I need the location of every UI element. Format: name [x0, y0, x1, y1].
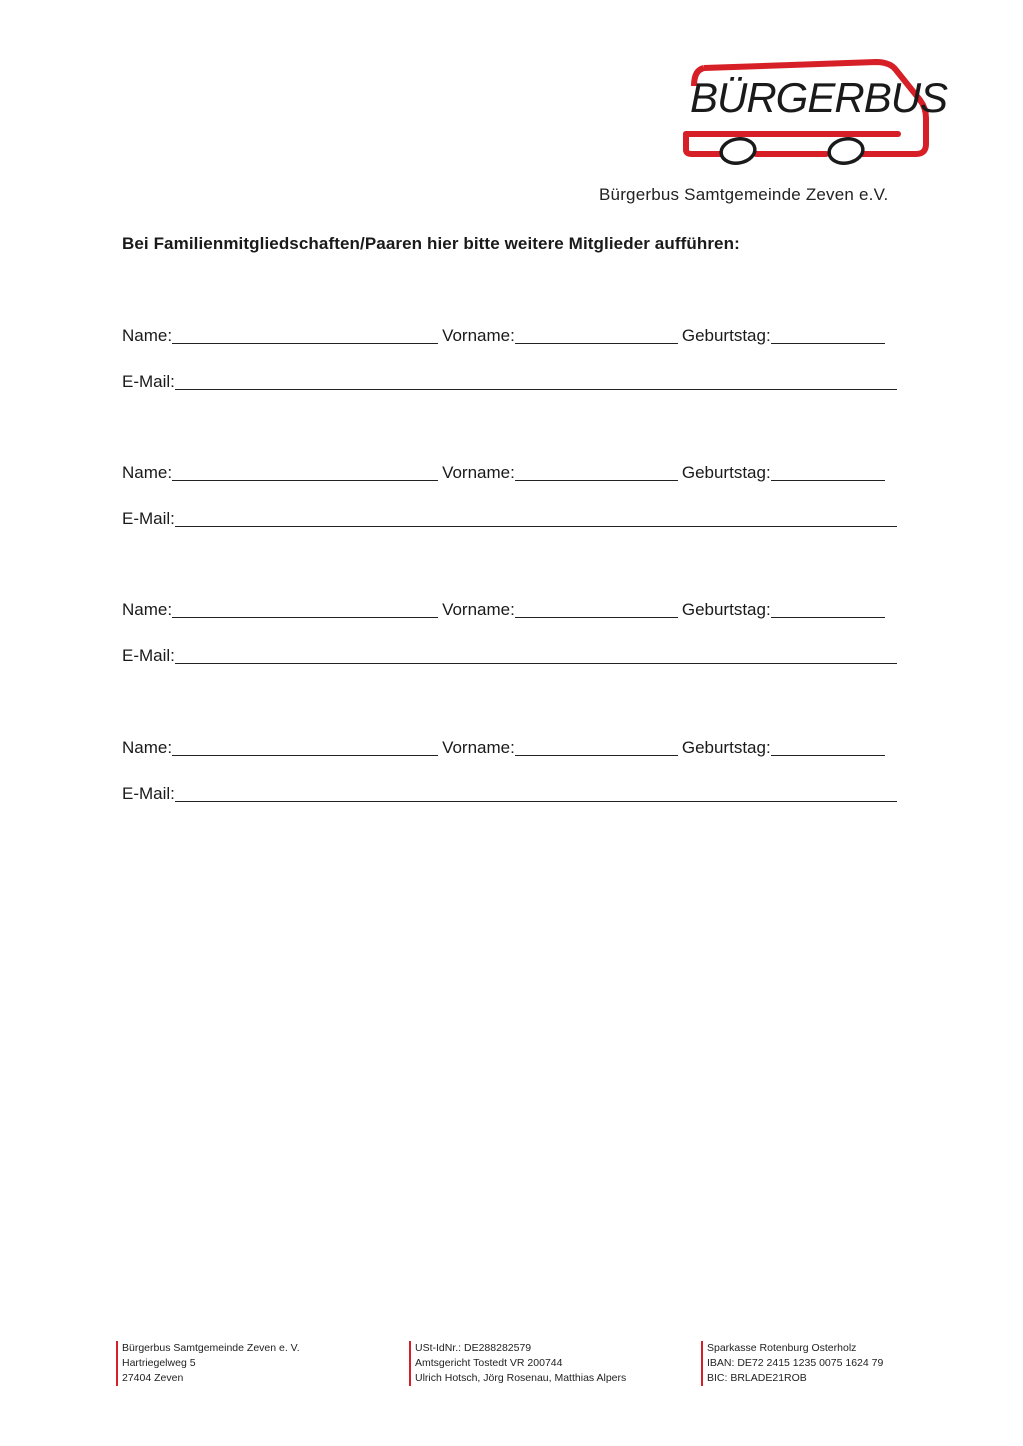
footer-line: USt-IdNr.: DE288282579 [415, 1342, 532, 1354]
footer-line: Hartriegelweg 5 [122, 1357, 196, 1369]
name-label: Name: [122, 463, 173, 482]
email-label: E-Mail: [122, 784, 175, 803]
front-wheel-icon [719, 136, 757, 166]
member-name-row [122, 600, 885, 620]
footer-line: BIC: BRLADE21ROB [707, 1372, 807, 1384]
vorname-field[interactable] [515, 479, 678, 481]
geburtstag-field[interactable] [771, 754, 885, 756]
vorname-label: Vorname: [442, 738, 515, 757]
vorname-field[interactable] [515, 342, 678, 344]
name-field[interactable] [172, 616, 438, 618]
form-heading: Bei Familienmitgliedschaften/Paaren hier bitte weitere Mitglieder aufführen: [122, 234, 740, 253]
vorname-label: Vorname: [442, 326, 515, 345]
vorname-label: Vorname: [442, 600, 515, 619]
footer-line: Sparkasse Rotenburg Osterholz [707, 1342, 857, 1354]
vorname-field[interactable] [515, 754, 678, 756]
geburtstag-field[interactable] [771, 616, 885, 618]
footer-line: Bürgerbus Samtgemeinde Zeven e. V. [122, 1342, 300, 1354]
logo-text-part1: BÜRGER [690, 74, 864, 121]
geburtstag-field[interactable] [771, 342, 885, 344]
footer-bank [701, 1341, 883, 1386]
organization-name: Bürgerbus Samtgemeinde Zeven e.V. [599, 185, 889, 204]
email-field[interactable] [175, 662, 897, 664]
email-label: E-Mail: [122, 372, 175, 391]
name-label: Name: [122, 738, 173, 757]
member-email-row [122, 372, 897, 392]
member-email-row [122, 509, 897, 529]
member-email-row [122, 784, 897, 804]
geburtstag-label: Geburtstag: [681, 738, 771, 757]
footer-address [116, 1341, 300, 1386]
geburtstag-label: Geburtstag: [681, 463, 771, 482]
member-name-row [122, 738, 885, 758]
email-label: E-Mail: [122, 646, 175, 665]
email-label: E-Mail: [122, 509, 175, 528]
email-field[interactable] [175, 800, 897, 802]
name-field[interactable] [172, 479, 438, 481]
footer-line: Ulrich Hotsch, Jörg Rosenau, Matthias Alpers [415, 1372, 627, 1384]
footer-line: Amtsgericht Tostedt VR 200744 [415, 1357, 563, 1369]
logo-wordmark [690, 74, 947, 122]
name-field[interactable] [172, 754, 438, 756]
rear-wheel-icon [827, 136, 865, 166]
member-name-row [122, 326, 885, 346]
geburtstag-field[interactable] [771, 479, 885, 481]
footer-line: IBAN: DE72 2415 1235 0075 1624 79 [707, 1357, 884, 1369]
vorname-label: Vorname: [442, 463, 515, 482]
name-label: Name: [122, 600, 173, 619]
footer-line: 27404 Zeven [122, 1372, 184, 1384]
email-field[interactable] [175, 388, 897, 390]
name-field[interactable] [172, 342, 438, 344]
member-email-row [122, 646, 897, 666]
logo-text-part2: BUS [863, 74, 948, 121]
email-field[interactable] [175, 525, 897, 527]
geburtstag-label: Geburtstag: [681, 600, 771, 619]
footer-legal [409, 1341, 626, 1386]
geburtstag-label: Geburtstag: [681, 326, 771, 345]
vorname-field[interactable] [515, 616, 678, 618]
member-name-row [122, 463, 885, 483]
buergerbus-logo [676, 56, 948, 170]
name-label: Name: [122, 326, 173, 345]
